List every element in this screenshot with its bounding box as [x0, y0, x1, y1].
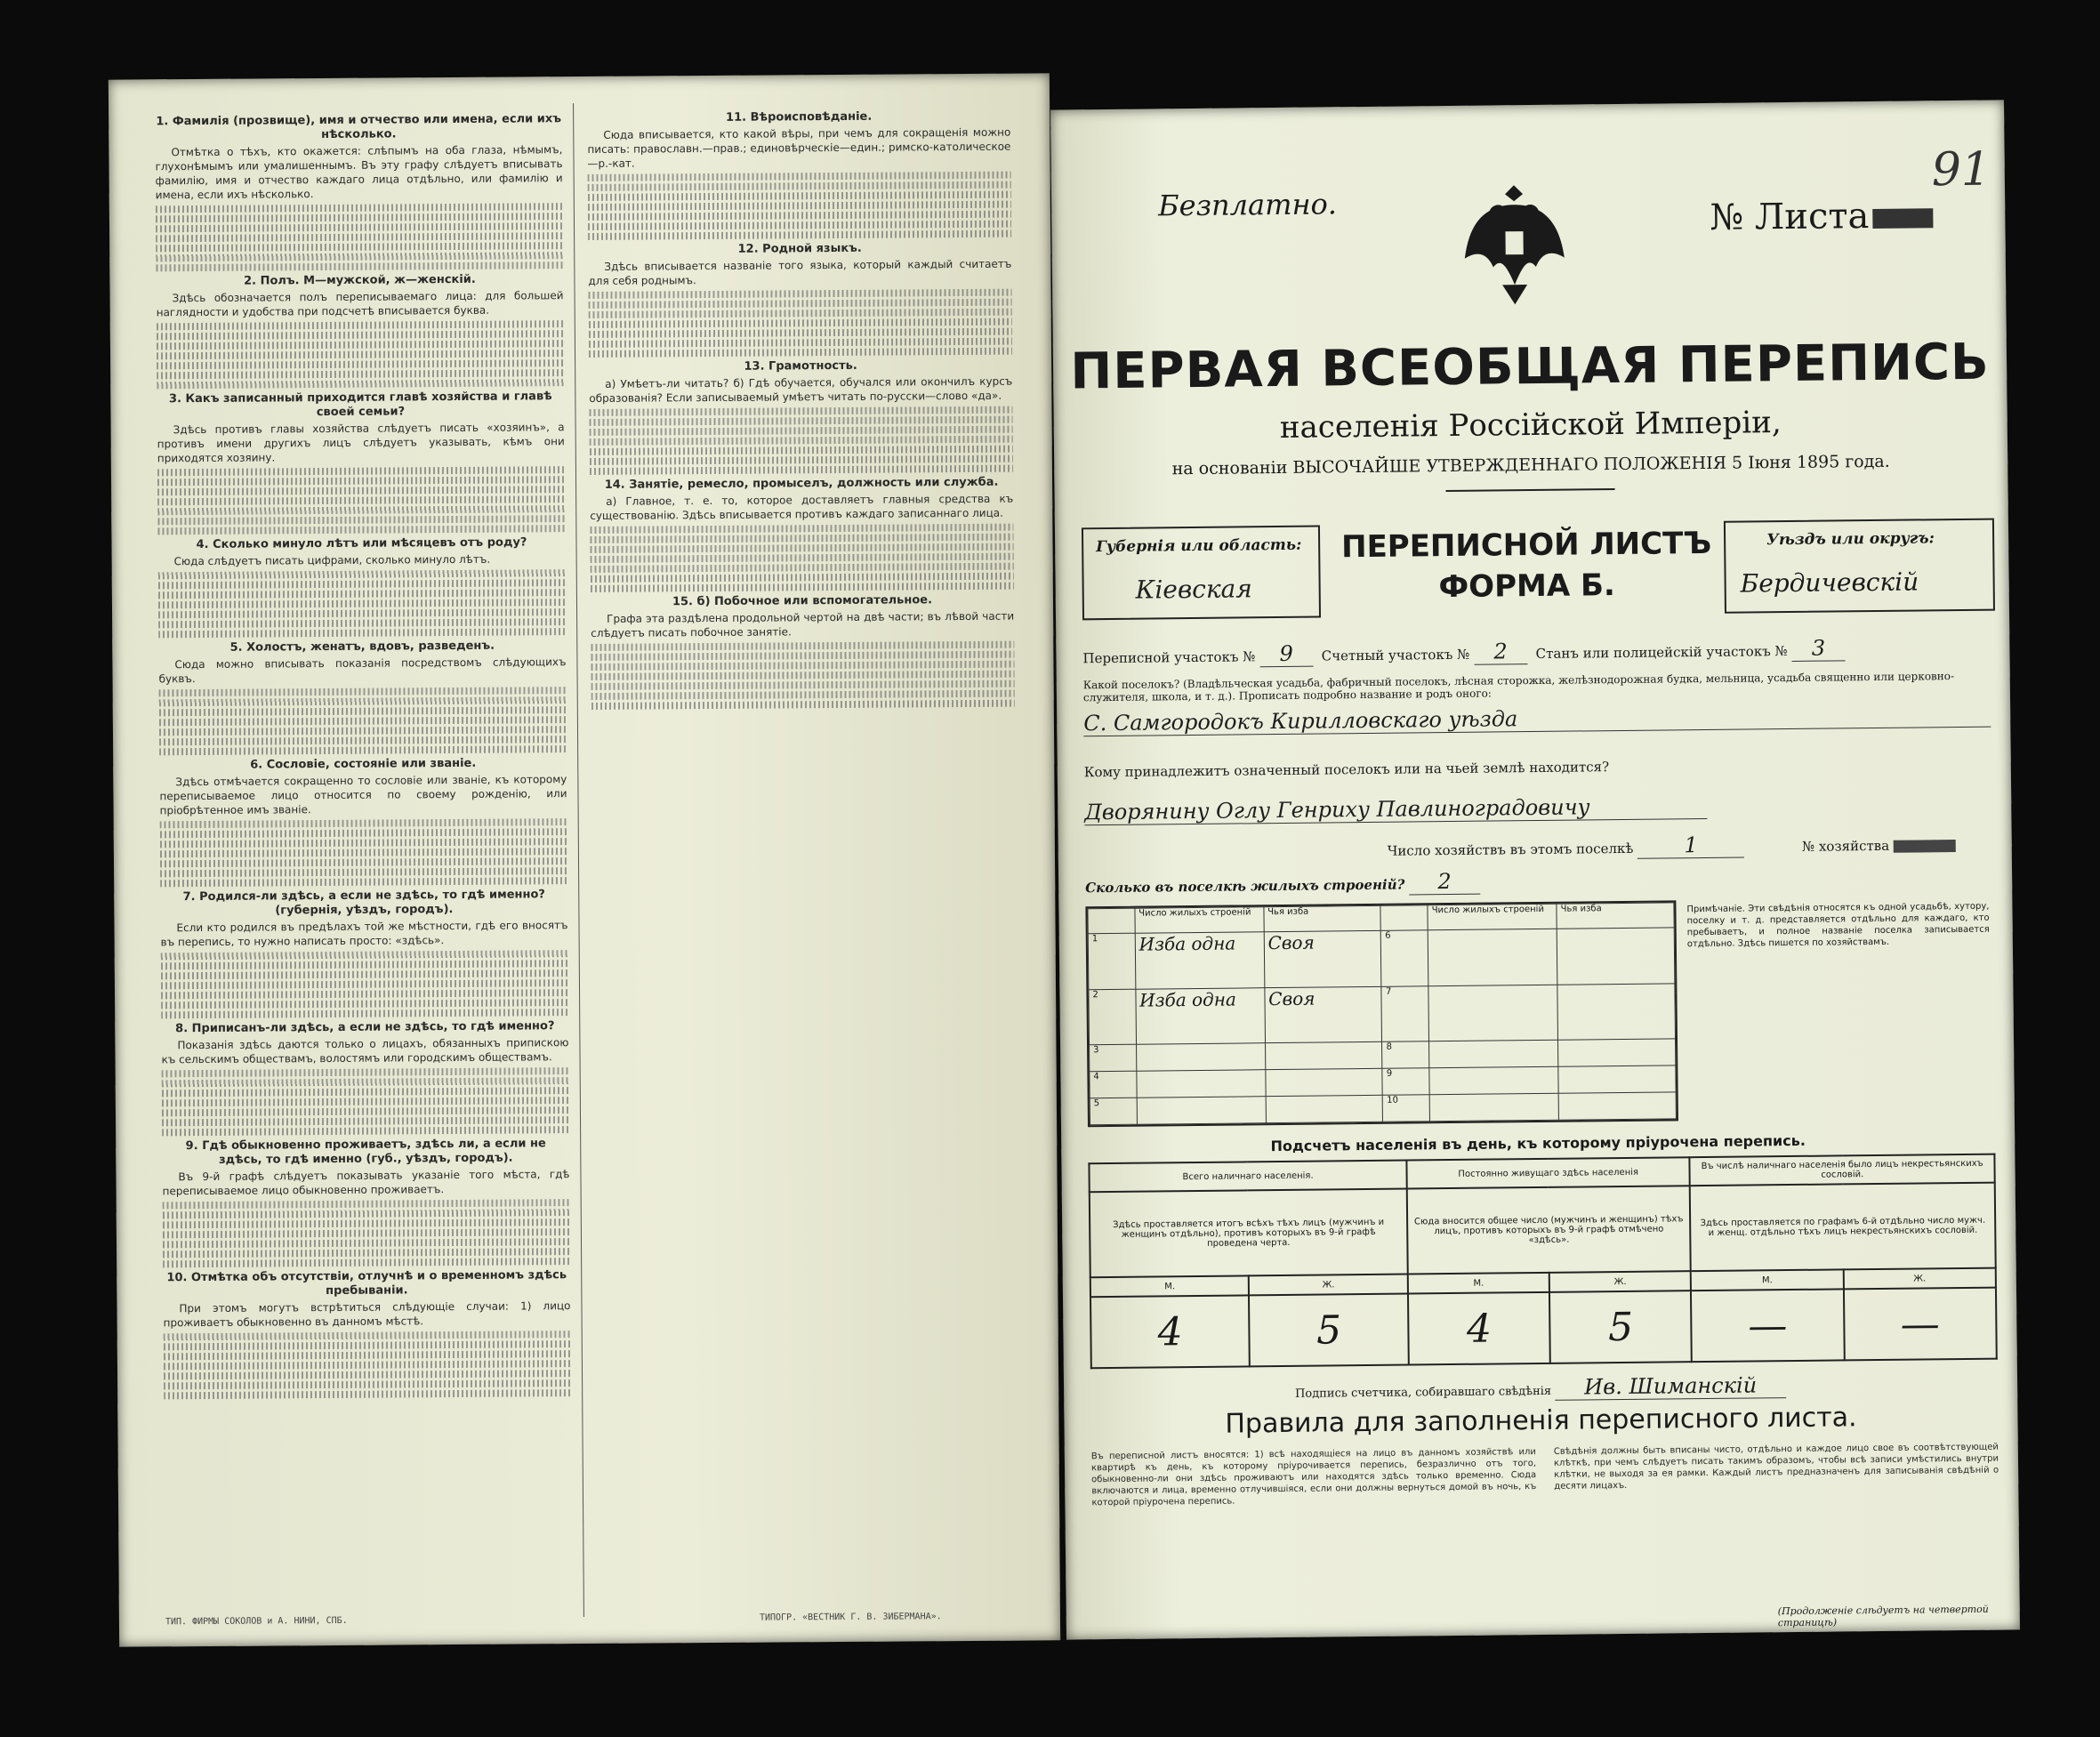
pop-col-non-peasant: Въ числѣ наличнаго населенія было лицъ некрестьянскихъ сословій. — [1690, 1154, 1995, 1186]
illegible-print-line — [162, 1106, 569, 1116]
pop-col-resident: Постоянно живущаго здѣсь населенія — [1406, 1157, 1690, 1188]
illegible-print-line — [158, 599, 566, 608]
illegible-print-line — [159, 706, 567, 716]
illegible-print-line — [588, 211, 1011, 221]
illegible-print-line — [591, 690, 1015, 700]
households-value: 1 — [1637, 832, 1744, 859]
pop-desc-resident: Сюда вносится общее число (мужчинъ и женщинъ) тѣхъ лицъ, противъ которыхъ въ 9-й графѣ отмѣчено «здѣсь». — [1407, 1186, 1691, 1274]
illegible-print-line — [588, 221, 1011, 230]
police-district-value: 3 — [1791, 635, 1845, 662]
illegible-print-line — [160, 848, 567, 857]
illegible-print-line — [161, 950, 568, 960]
illegible-print-line — [588, 181, 1011, 191]
uezd-label: Уѣздъ или округъ: — [1766, 529, 1935, 550]
illegible-print-line — [158, 589, 566, 599]
section-text: Показанія здѣсь даются только о лицахъ, обязанныхъ припискою къ сельскимъ обществамъ, волостямъ или городскимъ обществамъ. — [161, 1036, 569, 1066]
illegible-print-line — [588, 201, 1011, 211]
illegible-print-line — [159, 687, 567, 696]
illegible-print-line — [157, 330, 564, 340]
illegible-print-line — [589, 348, 1012, 358]
households-line — [1085, 830, 1992, 865]
illegible-print-line — [589, 406, 1012, 416]
illegible-print-line — [162, 1097, 569, 1106]
illegible-print-line — [591, 651, 1014, 661]
illegible-print-line — [159, 736, 567, 745]
illegible-print-line — [591, 563, 1014, 573]
census-district-label: Переписной участокъ № — [1082, 648, 1256, 667]
section-heading: 9. Гдѣ обыкновенно проживаетъ, здѣсь ли, а если не здѣсь, то гдѣ именно (губ., уѣздъ, городъ). — [185, 1137, 546, 1167]
illegible-print-line — [163, 1199, 570, 1209]
illegible-print-line — [591, 661, 1014, 671]
illegible-print-line — [156, 261, 563, 271]
left-page — [109, 73, 1060, 1646]
section-text: Сюда слѣдуетъ писать цифрами, сколько минуло лѣтъ. — [173, 552, 491, 568]
illegible-print-line — [156, 203, 563, 213]
archive-page-number: 91 — [1931, 142, 1991, 197]
female-label: Ж. — [1549, 1271, 1691, 1292]
census-form-page — [1050, 100, 2020, 1639]
illegible-print-line — [160, 818, 567, 828]
section-text: При этомъ могутъ встрѣтиться слѣдующіе случаи: 1) лицо проживаетъ обыкновенно въ данномъ мѣстѣ. — [163, 1299, 571, 1330]
illegible-print-line — [163, 1248, 570, 1258]
form-title-line1: ПЕРЕПИСНОЙ ЛИСТЪ — [1340, 525, 1712, 566]
illegible-print-line — [157, 476, 565, 486]
enumerator-signature-line — [1064, 1370, 2017, 1405]
section-heading: 1. Фамилія (прозвище), имя и отчество или имена, если ихъ нѣсколько. — [156, 112, 562, 142]
buildings-col4-header: Чья изба — [1557, 903, 1674, 929]
gubernia-label: Губернія или область: — [1096, 535, 1302, 557]
male-label: М. — [1691, 1269, 1844, 1291]
illegible-print-line — [157, 340, 564, 350]
section-text: Здѣсь обозначается полъ переписываемаго лица: для большей наглядности и удобства при подсчетѣ вписывается буква. — [156, 289, 564, 319]
section-text: Графа эта раздѣлена продольной чертой на двѣ части; въ лѣвой части слѣдуетъ писать побочное занятіе. — [591, 609, 1015, 639]
resident-male-count: 4 — [1408, 1292, 1550, 1365]
population-table — [1088, 1154, 1997, 1370]
counting-district-label: Счетный участокъ № — [1321, 646, 1470, 664]
illegible-print-line — [588, 172, 1011, 181]
buildings-value: 2 — [1409, 869, 1480, 896]
rules-continuation-note: (Продолженіе слѣдуетъ на четвертой страницѣ) — [1777, 1603, 1989, 1629]
illegible-print-line — [158, 608, 566, 618]
illegible-print-line — [164, 1379, 571, 1389]
owner-label: Кому принадлежитъ означенный поселокъ или на чьей землѣ находится? — [1083, 759, 1610, 781]
illegible-print-line — [157, 379, 564, 389]
illegible-print-line — [163, 1228, 570, 1238]
rules-column-right: Свѣдѣнія должны быть вписаны чисто, отдѣльно и каждое лицо свое въ соотвѣтствующей клѣткѣ, при чемъ слѣдуетъ писать такимъ образомъ, чтобы всѣ записи умѣстились внутри клѣтки, не выходя за ея рамки. Каждый листъ предназначенъ для записыванія свѣдѣній о десяти лицахъ. — [1553, 1442, 1999, 1492]
illegible-print-line — [157, 466, 565, 476]
illegible-print-line — [588, 230, 1011, 240]
table-row: 4 9 — [1090, 1066, 1676, 1098]
illegible-print-line — [589, 299, 1012, 309]
illegible-print-line — [161, 989, 568, 999]
illegible-print-line — [161, 969, 568, 979]
printer-footer-left: ТИП. ФИРМЫ СОКОЛОВ и А. НИНИ, СПБ. — [165, 1615, 348, 1628]
instructions-column-right — [587, 106, 1015, 712]
section-text: Здѣсь отмѣчается сокращенно то сословіе или званіе, къ которому переписываемое лицо относится по своему рожденію, или пріобрѣтенное имъ званіе. — [159, 773, 567, 817]
illegible-print-line — [162, 1126, 569, 1136]
illegible-print-line — [589, 338, 1012, 348]
illegible-print-line — [591, 543, 1014, 553]
pop-col-present: Всего наличнаго населенія. — [1089, 1161, 1406, 1193]
rules-title: Правила для заполненія переписного листа. — [1225, 1402, 1857, 1440]
buildings-note: Примѣчаніе. Эти свѣдѣнія относятся къ одной усадьбѣ, хутору, поселку и т. д. представляется отдѣльно для каждаго, кто пребываетъ, и полное названіе поселка записывается отдѣльно. Здѣсь пишется по хозяйствамъ. — [1686, 901, 1990, 950]
illegible-print-line — [161, 979, 568, 989]
buildings-label: Сколько въ поселкѣ жилыхъ строеній? — [1085, 876, 1405, 897]
female-label: Ж. — [1843, 1268, 1996, 1290]
double-headed-eagle-icon — [1460, 178, 1569, 312]
printer-footer-right: ТИПОГР. «ВЕСТНИК Г. В. ЗИБЕРМАНА». — [759, 1612, 942, 1623]
illegible-print-line — [160, 828, 567, 838]
illegible-print-line — [160, 867, 567, 877]
illegible-print-line — [591, 583, 1014, 592]
illegible-print-line — [590, 455, 1013, 465]
illegible-print-line — [156, 222, 563, 232]
illegible-print-line — [590, 534, 1013, 543]
illegible-print-line — [162, 1087, 569, 1097]
illegible-print-line — [588, 191, 1011, 201]
illegible-print-line — [159, 716, 567, 726]
illegible-print-line — [160, 857, 567, 867]
non-peasant-female-count: — — [1844, 1288, 1997, 1361]
illegible-print-line — [589, 309, 1012, 318]
illegible-print-line — [589, 328, 1012, 338]
section-text: Здѣсь вписывается названіе того языка, который каждый считаетъ для себя роднымъ. — [588, 257, 1012, 287]
owner-value: Дворянину Оглу Генриху Павлиноградовичу — [1084, 793, 1707, 825]
buildings-col1-header: Число жилыхъ строеній — [1135, 907, 1264, 934]
section-heading: 3. Какъ записанный приходится главѣ хозяйства и главѣ своей семьи? — [168, 390, 552, 420]
population-heading: Подсчетъ населенія въ день, къ которому пріурочена перепись. — [1270, 1131, 1806, 1155]
table-row: 2 Изба одна Своя 7 — [1089, 983, 1676, 1044]
buildings-table — [1085, 900, 1678, 1127]
illegible-print-line — [157, 495, 565, 505]
illegible-print-line — [156, 242, 563, 252]
non-peasant-male-count: — — [1691, 1289, 1844, 1362]
illegible-print-line — [157, 515, 565, 525]
signature-value: Ив. Шиманскій — [1555, 1372, 1786, 1401]
illegible-print-line — [158, 618, 566, 628]
section-heading: 14. Занятіе, ремесло, промыселъ, должность или служба. — [604, 475, 999, 492]
illegible-print-line — [591, 671, 1015, 680]
male-label: М. — [1408, 1273, 1549, 1294]
buildings-line — [1085, 864, 1992, 899]
settlement-value: С. Самгородокъ Кирилловскаго уѣзда — [1083, 702, 1991, 737]
section-heading: 13. Грамотность. — [744, 358, 857, 374]
census-district-value: 9 — [1259, 641, 1313, 668]
section-heading: 8. Приписанъ-ли здѣсь, а если не здѣсь, то гдѣ именно? — [175, 1019, 555, 1036]
illegible-print-line — [157, 320, 564, 330]
present-female-count: 5 — [1249, 1294, 1408, 1367]
illegible-print-line — [156, 232, 563, 242]
owner-line — [1084, 755, 1991, 781]
section-text: а) Умѣетъ-ли читать? б) Гдѣ обучается, обучался или окончилъ курсъ образованія? Если записываемый умѣетъ читать по-русски—слово «да». — [589, 374, 1013, 405]
table-row: 3 8 — [1090, 1039, 1676, 1072]
resident-female-count: 5 — [1549, 1291, 1692, 1363]
gubernia-value: Кіевская — [1135, 574, 1252, 605]
buildings-col3-header: Число жилыхъ строеній — [1428, 904, 1557, 930]
uezd-value: Бердичевскій — [1740, 567, 1919, 599]
section-heading: 2. Полъ. М—мужской, ж—женскій. — [243, 272, 476, 288]
household-number-label: № хозяйства — [1801, 837, 1890, 855]
illegible-print-line — [591, 680, 1015, 690]
illegible-print-line — [162, 1077, 569, 1087]
table-row: 1 Изба одна Своя 6 — [1088, 928, 1675, 989]
illegible-print-line — [158, 628, 566, 638]
illegible-print-line — [589, 289, 1012, 299]
section-text: а) Главное, т. е. то, которое доставляетъ главныя средства къ существованію. Здѣсь вписывается противъ каждаго записаннаго лица. — [590, 492, 1014, 522]
illegible-print-line — [156, 252, 563, 261]
column-divider — [573, 103, 584, 1617]
title-rule — [1446, 488, 1615, 492]
free-label: Безплатно. — [1157, 187, 1338, 223]
illegible-print-line — [591, 553, 1014, 563]
illegible-print-line — [163, 1218, 570, 1228]
police-district-label: Станъ или полицейскій участокъ № — [1535, 643, 1788, 662]
section-text: Отмѣтка о тѣхъ, кто окажется: слѣпымъ на оба глаза, нѣмымъ, глухонѣмымъ или умалишеннымъ. Въ эту графу слѣдуетъ вписывать фамилію, имя и отчество каждаго лица отдѣльно, или фамилію и имена, если ихъ нѣсколько. — [155, 143, 563, 202]
illegible-print-line — [164, 1350, 571, 1360]
illegible-print-line — [591, 641, 1014, 651]
pop-desc-non-peasant: Здѣсь проставляется по графамъ 6-й отдѣльно число мужч. и женщ. отдѣльно тѣхъ лицъ некрестьянскихъ сословій. — [1690, 1183, 1996, 1272]
illegible-print-line — [589, 318, 1012, 328]
section-text: Въ 9-й графѣ слѣдуетъ показывать указаніе того мѣста, гдѣ переписываемое лицо обыкновенно проживаетъ. — [162, 1168, 570, 1198]
section-heading: 7. Родился-ли здѣсь, а если не здѣсь, то гдѣ именно? (губернія, уѣздъ, городъ). — [182, 888, 546, 918]
illegible-print-line — [158, 569, 566, 579]
form-main-title: ПЕРВАЯ ВСЕОБЩАЯ ПЕРЕПИСЬ — [1070, 333, 1991, 401]
district-line — [1082, 634, 1990, 670]
illegible-print-line — [157, 359, 564, 369]
illegible-print-line — [160, 838, 567, 848]
counting-district-value: 2 — [1474, 639, 1527, 665]
illegible-print-line — [591, 573, 1014, 583]
illegible-print-line — [164, 1340, 571, 1350]
illegible-print-line — [159, 726, 567, 736]
illegible-print-line — [161, 960, 568, 969]
illegible-print-line — [590, 436, 1013, 446]
section-heading: 10. Отмѣтка объ отсутствіи, отлучнѣ и о временномъ здѣсь пребываніи. — [166, 1268, 567, 1299]
buildings-col2-header: Чья изба — [1264, 905, 1381, 931]
households-label: Число хозяйствъ въ этомъ поселкѣ — [1387, 840, 1634, 859]
illegible-print-line — [164, 1370, 571, 1379]
illegible-print-line — [159, 745, 567, 755]
section-heading: 6. Сословіе, состояніе или званіе. — [250, 756, 477, 772]
illegible-print-line — [591, 700, 1015, 710]
illegible-print-line — [156, 213, 563, 222]
section-heading: 5. Холостъ, женатъ, вдовъ, разведенъ. — [229, 639, 495, 655]
illegible-print-line — [163, 1258, 570, 1267]
illegible-print-line — [162, 1116, 569, 1126]
form-title-block — [1331, 523, 1723, 609]
form-title-line2: ФОРМА Б. — [1438, 567, 1616, 606]
illegible-print-line — [159, 696, 567, 706]
present-male-count: 4 — [1090, 1295, 1250, 1368]
section-heading: 12. Родной языкъ. — [737, 241, 862, 256]
section-heading: 15. б) Побочное или вспомогательное. — [672, 593, 933, 609]
illegible-print-line — [162, 1067, 569, 1077]
illegible-print-line — [164, 1360, 571, 1370]
section-text: Сюда можно вписывать показанія посредствомъ слѣдующихъ буквъ. — [158, 655, 567, 686]
pop-desc-present: Здѣсь проставляется итогъ всѣхъ тѣхъ лицъ (мужчинъ и женщинъ отдѣльно), противъ которыхъ въ 9-й графѣ проведена черта. — [1090, 1189, 1408, 1278]
illegible-print-line — [157, 505, 565, 515]
illegible-print-line — [161, 1009, 568, 1018]
instructions-column-left — [155, 109, 571, 1402]
illegible-print-line — [157, 369, 564, 379]
illegible-print-line — [157, 525, 565, 535]
male-label: М. — [1090, 1275, 1250, 1297]
legal-basis: на основаніи ВЫСОЧАЙШЕ УТВЕРЖДЕННАГО ПОЛОЖЕНІЯ 5 Іюня 1895 года. — [1171, 451, 1890, 479]
illegible-print-line — [590, 416, 1013, 426]
form-subtitle: населенія Россійской Имперіи, — [1279, 405, 1782, 446]
section-heading: 11. Вѣроисповѣданіе. — [725, 109, 873, 125]
illegible-print-line — [164, 1389, 571, 1399]
illegible-print-line — [590, 426, 1013, 436]
illegible-print-line — [163, 1238, 570, 1248]
illegible-print-line — [157, 350, 564, 359]
section-heading: 4. Сколько минуло лѣтъ или мѣсяцевъ отъ роду? — [196, 535, 527, 552]
signature-label: Подпись счетчика, собиравшаго свѣдѣнія — [1294, 1384, 1552, 1401]
section-text: Сюда вписывается, кто какой вѣры, при чемъ для сокращенія можно писать: православн.—прав.; единовѣрческіе—един.; римско-католическое—р.-кат. — [587, 125, 1011, 170]
illegible-print-line — [590, 524, 1013, 534]
illegible-print-line — [160, 877, 567, 887]
sheet-number: № Листа — [1710, 195, 1933, 238]
section-text: Здѣсь противъ главы хозяйства слѣдуетъ писать «хозяинъ», а противъ имени другихъ лицъ слѣдуетъ указывать, кѣмъ они приходятся хозяину. — [157, 421, 565, 465]
illegible-print-line — [590, 465, 1013, 475]
female-label: Ж. — [1249, 1275, 1408, 1296]
table-row: 5 10 — [1090, 1092, 1676, 1125]
rules-column-left: Въ переписной листъ вносятся: 1) всѣ находящіеся на лицо въ данномъ хозяйствѣ или квартирѣ къ день, къ которому пріурочивается перепись, безразлично отъ того, обыкновенно-ли они здѣсь проживаютъ или находятся здѣсь только временно. Сюда включаются и лица, временно отлучившіяся, если они должны вернуться домой въ ночь, къ которой пріурочена перепись. — [1090, 1447, 1537, 1508]
illegible-print-line — [590, 446, 1013, 455]
illegible-print-line — [163, 1209, 570, 1218]
settlement-label: Какой поселокъ? (Владѣльческая усадьба, фабричный поселокъ, лѣсная сторожка, желѣзнодорожная будка, мельница, усадьба священно или церковно-служителя, школа, и т. д.). Прописать подробно название и родъ оного: — [1082, 670, 1955, 704]
illegible-print-line — [158, 579, 566, 589]
section-text: Если кто родился въ предѣлахъ той же мѣстности, гдѣ его вносятъ въ перепись, то нужно написать просто: «здѣсь». — [160, 919, 568, 949]
illegible-print-line — [157, 486, 565, 495]
illegible-print-line — [161, 999, 568, 1009]
illegible-print-line — [164, 1331, 571, 1340]
